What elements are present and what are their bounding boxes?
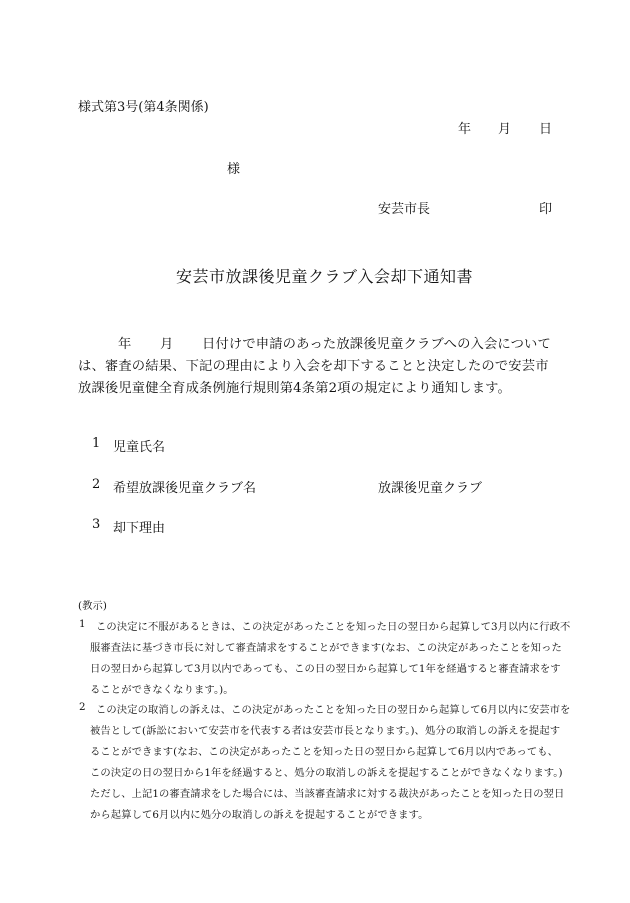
seal-mark: 印 (539, 202, 553, 217)
notice-1-line-2: 服審査法に基づき市長に対して審査請求をすることができます(なお、この決定があったことを知った (90, 642, 562, 654)
body-month: 月 (160, 337, 174, 352)
notice-2-line-2: 被告として(訴訟において安芸市を代表する者は安芸市長となります。)、処分の取消しの訴えを提起す (90, 725, 561, 737)
notice-2-number: 2 (79, 701, 86, 713)
notice-1-number: 1 (79, 618, 86, 630)
notice-2-line-5: ただし、上記1の審査請求をした場合には、当該審査請求に対する裁決があったことを知った日の翌日 (90, 788, 565, 800)
date-month: 月 (498, 122, 512, 137)
date-day: 日 (539, 122, 553, 137)
notice-2-line-6: から起算して6月以内に処分の取消しの訴えを提起することができます。 (90, 809, 429, 821)
date-year: 年 (458, 122, 472, 137)
notice-heading: (教示) (78, 600, 108, 612)
body-line-3: 放課後児童健全育成条例施行規則第4条第2項の規定により通知します。 (78, 381, 512, 396)
notice-2-line-3: ることができます(なお、この決定があったことを知った日の翌日から起算して6月以内であっても、 (90, 746, 559, 758)
body-year: 年 (118, 337, 132, 352)
notice-1-line-1: この決定に不服があるときは、この決定があったことを知った日の翌日から起算して3月以内に行政不 (96, 621, 571, 633)
item-2-value: 放課後児童クラブ (378, 481, 483, 496)
body-line-1: 日付けで申請のあった放課後児童クラブへの入会について (202, 337, 551, 352)
recipient-suffix: 様 (227, 162, 241, 177)
body-line-2: は、審査の結果、下記の理由により入会を却下することと決定したので安芸市 (78, 359, 549, 374)
item-3-label: 却下理由 (113, 521, 166, 536)
item-1-label: 児童氏名 (113, 440, 166, 455)
item-2-label: 希望放課後児童クラブ名 (113, 481, 257, 496)
notice-2-line-4: この決定の日の翌日から1年を経過すると、処分の取消しの訴えを提起することができなくなります。) (90, 767, 563, 779)
issuer: 安芸市長 (378, 202, 431, 217)
notice-1-line-3: 日の翌日から起算して3月以内であっても、この日の翌日から起算して1年を経過すると審査請求をす (90, 663, 561, 675)
item-3-number: 3 (92, 517, 101, 532)
document-title: 安芸市放課後児童クラブ入会却下通知書 (176, 267, 474, 286)
notice-2-line-1: この決定の取消しの訴えは、この決定があったことを知った日の翌日から起算して6月以内に安芸市を (96, 704, 571, 716)
item-1-number: 1 (92, 436, 101, 451)
item-2-number: 2 (92, 477, 101, 492)
notice-1-line-4: ることができなくなります。)。 (90, 684, 234, 696)
form-number: 様式第3号(第4条関係) (78, 100, 209, 115)
